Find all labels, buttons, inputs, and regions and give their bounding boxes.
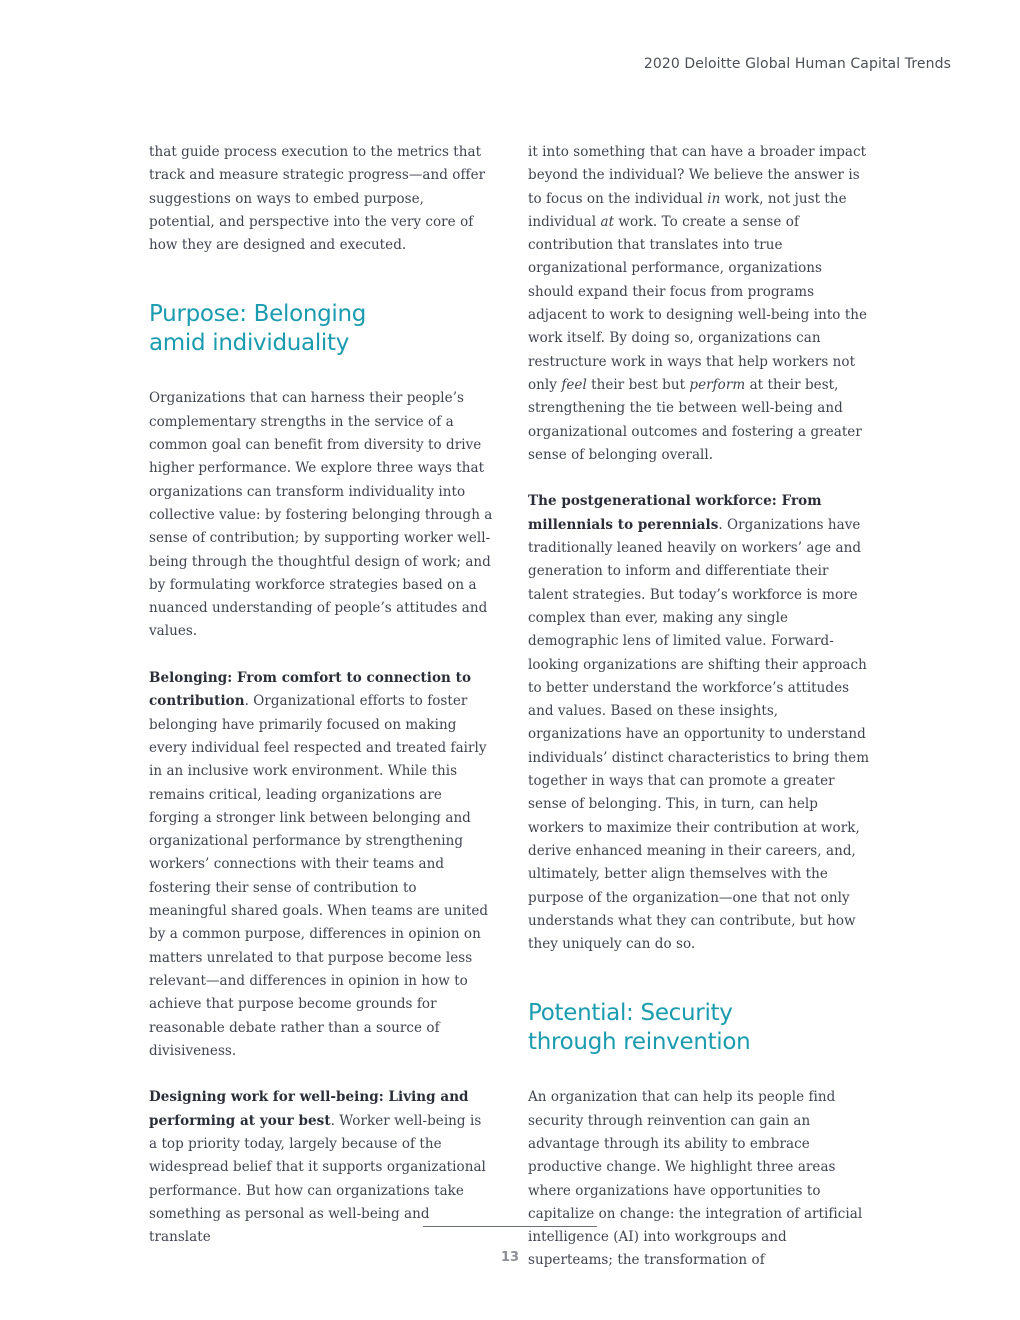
emphasis-in: in bbox=[707, 190, 721, 207]
heading-line-2: amid individuality bbox=[149, 329, 350, 356]
wellbeing-lead: Designing work for well-being: Living and performing at your best bbox=[149, 1089, 469, 1129]
section-heading-potential bbox=[528, 999, 872, 1056]
wellbeing-paragraph bbox=[149, 1086, 493, 1249]
text-run: their best but bbox=[586, 376, 690, 393]
purpose-paragraph: Organizations that can harness their people’s complementary strengths in the service of a common goal can benefit from diversity to drive higher performance. We explore three ways that organizations can transform individuality into collective value: by fostering belonging through a sense of contribution; by supporting worker well-being through the thoughtful design of work; and by formulating workforce strategies based on a nuanced understanding of people’s attitudes and values. bbox=[149, 390, 493, 640]
intro-paragraph: that guide process execution to the metrics that track and measure strategic progress—and offer suggestions on ways to embed purpose, potential, and perspective into the very core of how they are designed and executed. bbox=[149, 144, 486, 254]
wellbeing-body: . Worker well-being is a top priority today, largely because of the widespread belief that it supports organizational performance. But how can organizations take something as personal as well-being and translate bbox=[149, 1112, 486, 1246]
footer-divider bbox=[423, 1226, 597, 1227]
postgenerational-lead: The postgenerational workforce: From millennials to perennials bbox=[528, 493, 822, 533]
emphasis-at: at bbox=[600, 213, 615, 230]
text-run: it into something that can have a broader impact beyond the individual? We believe the answer is to focus on the individual bbox=[528, 144, 867, 207]
wellbeing-continued-paragraph bbox=[528, 141, 872, 467]
text-run: work, not just the individual bbox=[528, 190, 847, 230]
page-number: 13 bbox=[500, 1250, 520, 1265]
potential-paragraph: An organization that can help its people find security through reinvention can gain an advantage through its ability to embrace productive change. We highlight three areas where organizations have opportunities to capitalize on change: the integration of artificial intelligence (AI) into workgroups and superteams; the transformation of bbox=[528, 1089, 863, 1269]
belonging-lead: Belonging: From comfort to connection to contribution bbox=[149, 670, 471, 710]
running-title: 2020 Deloitte Global Human Capital Trends bbox=[643, 56, 951, 72]
postgenerational-body: . Organizations have traditionally leaned heavily on workers’ age and generation to inform and differentiate their talent strategies. But today’s workforce is more complex than ever, making any single demographic lens of limited value. Forward-looking organizations are shifting their approach to better understand the workforce’s attitudes and values. Based on these insights, organizations have an opportunity to understand individuals’ distinct characteristics to bring them together in ways that can promote a greater sense of belonging. This, in turn, can help workers to maximize their contribution at work, derive enhanced meaning in their careers, and, ultimately, better align themselves with the purpose of the organization—one that not only understands what they can contribute, but how they uniquely can do so. bbox=[528, 516, 870, 953]
text-run: work. To create a sense of contribution that translates into true organizational performance, organizations should expand their focus from programs adjacent to work to designing well-being into the work itself. By doing so, organizations can restructure work in ways that help workers not only bbox=[528, 213, 868, 393]
belonging-body: . Organizational efforts to foster belonging have primarily focused on making every individual feel respected and treated fairly in an inclusive work environment. While this remains critical, leading organizations are forging a stronger link between belonging and organizational performance by strengthening workers’ connections with their teams and fostering their sense of contribution to meaningful shared goals. When teams are united by a common purpose, differences in opinion on matters unrelated to that purpose become less relevant—and differences in opinion in how to achieve that purpose become grounds for reasonable debate rather than a source of divisiveness. bbox=[149, 693, 489, 1059]
postgenerational-paragraph bbox=[528, 490, 872, 956]
heading-line-1: Potential: Security bbox=[528, 1000, 733, 1027]
right-column bbox=[528, 141, 872, 1273]
left-column bbox=[149, 141, 493, 1249]
emphasis-perform: perform bbox=[689, 376, 746, 393]
emphasis-feel: feel bbox=[561, 376, 587, 393]
heading-line-2: through reinvention bbox=[528, 1028, 751, 1055]
section-heading-purpose bbox=[149, 300, 493, 357]
belonging-paragraph bbox=[149, 667, 493, 1063]
text-run: at their best, strengthening the tie between well-being and organizational outcomes and fostering a greater sense of belonging overall. bbox=[528, 376, 862, 463]
heading-line-1: Purpose: Belonging bbox=[149, 301, 367, 328]
